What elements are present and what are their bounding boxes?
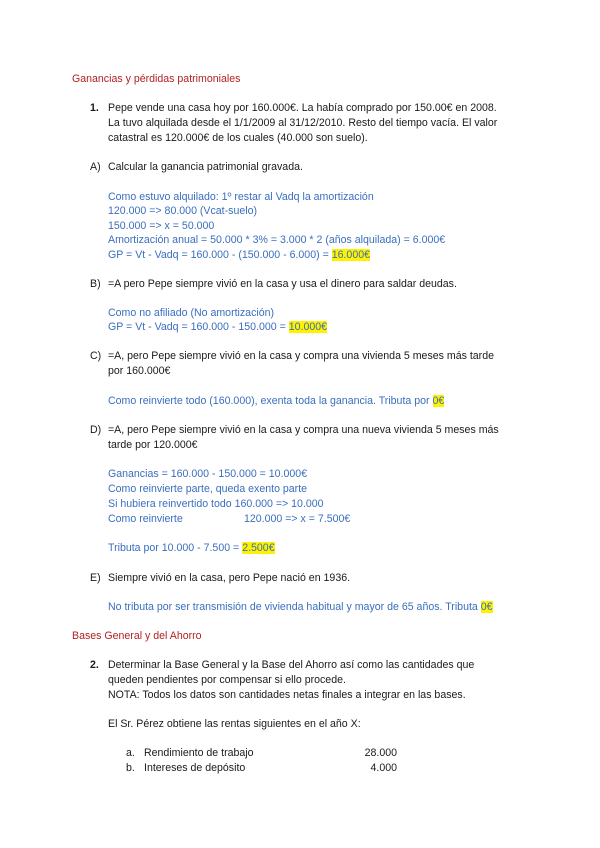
problem-1-line-2: La tuvo alquilada desde el 1/1/2009 al 31/12/2010. Resto del tiempo vacía. El valor <box>108 117 498 129</box>
part-a-result-text: GP = Vt - Vadq = 160.000 - (150.000 - 6.000) = <box>108 249 332 261</box>
part-d-answer-line-3: Si hubiera reinvertido todo 160.000 => 10.000 <box>108 498 324 510</box>
part-b-result <box>108 320 327 334</box>
part-e-question: Siempre vivió en la casa, pero Pepe nació en 1936. <box>108 572 351 584</box>
part-d-question-line-1: =A, pero Pepe siempre vivió en la casa y compra una nueva vivienda 5 meses más <box>108 424 499 436</box>
part-d-answer-line-1: Ganancias = 160.000 - 150.000 = 10.000€ <box>108 468 308 480</box>
part-d-reinvest-value: 120.000 => x = 7.500€ <box>244 513 351 525</box>
part-d-letter: D) <box>90 424 102 436</box>
section-heading-bases: Bases General y del Ahorro <box>72 630 202 642</box>
part-d-question-line-2: tarde por 120.000€ <box>108 439 198 451</box>
problem-2-intro: El Sr. Pérez obtiene las rentas siguientes en el año X: <box>108 718 361 730</box>
part-e-result-value: 0€ <box>480 601 493 613</box>
part-a-answer-line-1: Como estuvo alquilado: 1º restar al Vadq la amortización <box>108 191 374 203</box>
part-a-question: Calcular la ganancia patrimonial gravada. <box>108 161 303 173</box>
part-a-letter: A) <box>90 161 101 173</box>
part-d-result-text: Tributa por 10.000 - 7.500 = <box>108 542 243 554</box>
income-item-a-label: Rendimiento de trabajo <box>144 747 254 759</box>
problem-1-line-1: Pepe vende una casa hoy por 160.000€. La había comprado por 150.00€ en 2008. <box>108 102 497 114</box>
part-c-question-line-2: por 160.000€ <box>108 365 171 377</box>
part-e-result <box>108 600 493 614</box>
income-item-b-value: 4.000 <box>370 762 397 774</box>
income-item-a-value: 28.000 <box>364 747 397 759</box>
part-a-result <box>108 248 370 262</box>
section-heading-ganancias: Ganancias y pérdidas patrimoniales <box>72 73 241 85</box>
income-item-a-letter: a. <box>126 747 135 759</box>
part-d-reinvest-label: Como reinvierte <box>108 513 183 525</box>
problem-2-line-1: Determinar la Base General y la Base del Ahorro así como las cantidades que <box>108 659 475 671</box>
problem-1-number: 1. <box>90 102 99 114</box>
part-c-result-text: Como reinvierte todo (160.000), exenta toda la ganancia. Tributa por <box>108 395 433 407</box>
part-a-result-value: 16.000€ <box>331 249 370 261</box>
part-b-result-text: GP = Vt - Vadq = 160.000 - 150.000 = <box>108 321 289 333</box>
part-d-result <box>108 541 275 555</box>
part-a-answer-line-4: Amortización anual = 50.000 * 3% = 3.000 * 2 (años alquilada) = 6.000€ <box>108 234 446 246</box>
income-item-b-letter: b. <box>126 762 135 774</box>
part-a-answer-line-2: 120.000 => 80.000 (Vcat-suelo) <box>108 205 258 217</box>
part-d-answer-line-2: Como reinvierte parte, queda exento parte <box>108 483 308 495</box>
part-c-letter: C) <box>90 350 102 362</box>
part-d-result-value: 2.500€ <box>242 542 275 554</box>
part-e-letter: E) <box>90 572 101 584</box>
part-b-letter: B) <box>90 278 101 290</box>
part-b-result-value: 10.000€ <box>288 321 328 333</box>
problem-2-number: 2. <box>90 659 99 671</box>
income-item-b-label: Intereses de depósito <box>144 762 246 774</box>
problem-1-line-3: catastral es 120.000€ de los cuales (40.000 son suelo). <box>108 132 368 144</box>
problem-2-line-2: queden pendientes por compensar si ello procede. <box>108 674 346 686</box>
part-b-question: =A pero Pepe siempre vivió en la casa y usa el dinero para saldar deudas. <box>108 278 457 290</box>
part-c-result-value: 0€ <box>432 395 445 407</box>
part-a-answer-line-3: 150.000 => x = 50.000 <box>108 220 215 232</box>
part-e-result-text: No tributa por ser transmisión de vivienda habitual y mayor de 65 años. Tributa <box>108 601 481 613</box>
part-b-answer-line-1: Como no afiliado (No amortización) <box>108 307 275 319</box>
part-c-result <box>108 394 444 408</box>
part-c-question-line-1: =A, pero Pepe siempre vivió en la casa y compra una vivienda 5 meses más tarde <box>108 350 494 362</box>
problem-2-note: NOTA: Todos los datos son cantidades netas finales a integrar en las bases. <box>108 689 466 701</box>
